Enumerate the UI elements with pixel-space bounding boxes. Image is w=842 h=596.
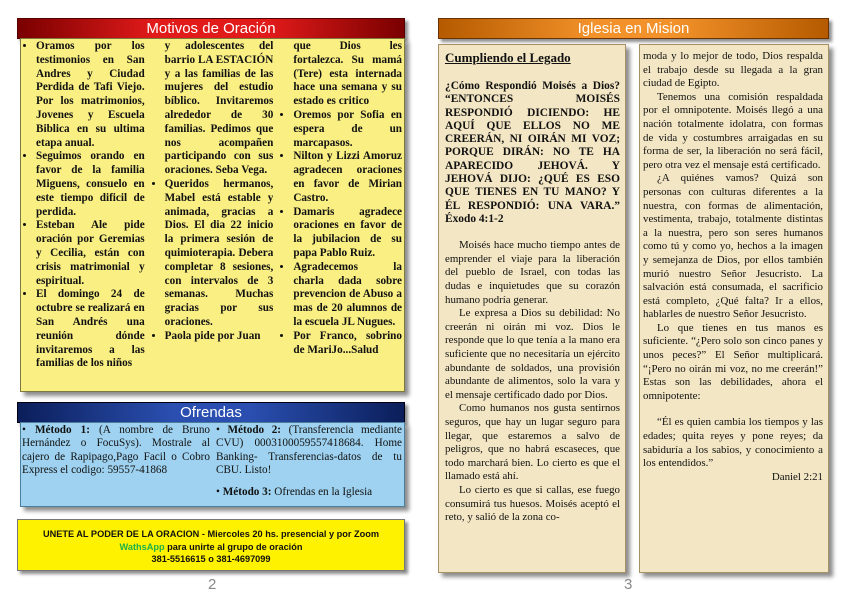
article-col-left (445, 50, 620, 525)
prayer-item: • Oremos por Sofia en espera de un marcapasos. (293, 109, 402, 150)
article-paragraph-continued: moda y lo mejor de todo, Dios respalda el trabajo desde su llegada a la gran ciudad de Egipto. (643, 50, 823, 90)
metodo-2-label: Método 2: (227, 424, 282, 436)
prayer-item: • Oramos por los testimonios en San Andres y Ciudad Perdida de Tafi Viejo. Por los matrimonios, Jovenes y Escuela Biblica en su ultima etapa anual. (36, 40, 145, 150)
article-paragraph: Lo cierto es que si callas, ese fuego consumirá tus huesos. Moisés aceptó el reto, y salió de la zona co- (445, 483, 620, 524)
prayer-item: • Paola pide por Juan (165, 330, 274, 344)
article-paragraph: Lo que tienes en tus manos es suficiente. “¿Pero solo son cinco panes y unos peces?” El Señor multiplicará. “¡Pero no oirán mi voz, no me creerán!” Estas son las debilidades, ahora el omnipotente: (643, 321, 823, 402)
metodo-3-text: Ofrendas en la Iglesia (274, 486, 373, 498)
motivos-header: Motivos de Oración (17, 18, 405, 39)
metodo-1: • Método 1: (A nombre de Bruno Hernández o FocuSys). Mostrale al cajero de Rapipago,Pago Facil o Cobro Express el codigo: 59557-41868 (22, 424, 211, 476)
prayer-item: • Agradecemos la charla dada sobre prevencion de Abuso a mas de 20 alumnos de la escuela JL Nugues. (293, 261, 402, 330)
prayer-item: • Esteban Ale pide oración por Geremias y Cecilia, están con crisis matrimonial y espiritual. (36, 219, 145, 288)
oracion-banner (17, 519, 405, 571)
banner-line-2 (18, 541, 404, 554)
prayer-item: • El domingo 24 de octubre se realizará en San Andrés una reunión dónde invitaremos a las familias de los niños (36, 288, 145, 371)
prayer-item-continued: y adolescentes del barrio LA ESTACIÓN y a las familias de las mujeres del estudio bíblico. Invitaremos alrededor de 30 familias. Pedimos que nos acompañen participando con sus oraciones. Seba Vega. (164, 40, 274, 177)
article-paragraph: Como humanos nos gusta sentirnos seguros, que hay un lugar seguro para llegar, que estaremos a salvo de peligros, que no habrá escaseces, que todo marchará bien. Lo cierto es que el llamado está ahí. (445, 402, 620, 483)
motivos-col-3 (279, 40, 402, 388)
metodo-1-label: Método 1: (34, 424, 90, 436)
article-paragraph: Moisés hace mucho tiempo antes de emprender el viaje para la liberación del pueblo de Israel, con todas las dudas e inquietudes que su corazón humano podría generar. (445, 239, 620, 306)
mision-header: Iglesia en Mision (438, 18, 829, 39)
prayer-item: • Por Franco, sobrino de MariJo...Salud (293, 330, 402, 358)
ofrendas-header: Ofrendas (17, 402, 405, 423)
motivos-col-1 (22, 40, 145, 388)
article-paragraph: ¿A quiénes vamos? Quizá son personas con culturas diferentes a la nuestra, con formas de alimentación, vestimenta, trabajo, totalmente distintas a la nuestra, pero son seres humanos como tú y como yo, hechos a la imagen y semejanza de Dios, por ellos también murió nuestro Señor Jesucristo. La salvación está consumada, el sacrificio está completo, ¿Qué falta? Ir a ellos, hablarles de nuestro Señor Jesucristo. (643, 172, 823, 321)
page-number-right: 3 (624, 576, 633, 593)
metodo-2: • Método 2: (Transferencia mediante CVU) 0003100059557418684. Home Banking- Transferencias-datos de tu CBU. Listo! (216, 424, 402, 476)
article-paragraph: Tenemos una comisión respaldada por el omnipotente. Moisés llegó a una nación totalmente idolatra, con formas de vida y costumbres arraigadas en su forma de ser, la liberación no será fácil, pero otra vez el mensaje está certificado. (643, 90, 823, 171)
prayer-item: • Queridos hermanos, Mabel está estable y animada, gracias a Dios. El dia 22 inicio la primera sesión de quimioterapia. Debera completar 8 sesiones, con intervalos de 3 semanas. Muchas gracias por sus oraciones. (165, 178, 274, 330)
metodo-2-text: (Transferencia mediante CVU) 0003100059557418684. Home Banking- Transferencias-datos de tu CBU. Listo! (216, 424, 402, 476)
prayer-item-continued: que Dios les fortalezca. Su mamá (Tere) esta internada hace una semana y su estado es critico (293, 40, 403, 108)
closing-reference: Daniel 2:21 (771, 470, 823, 483)
metodo-1-text: (A nombre de Bruno Hernández o FocuSys). Mostrale al cajero de Rapipago,Pago Facil o Cobro Express el codigo: 59557-41868 (22, 424, 211, 476)
motivos-columns (22, 40, 402, 388)
whatsapp-label: WathsApp (119, 541, 165, 552)
article-question: ¿Cómo Respondió Moisés a Dios? “ENTONCES MOISÉS RESPONDIÓ DICIENDO: HE AQUÍ QUE ELLOS NO ME CREERÁN, NI OIRÁN MI VOZ; PORQUE DIRÁN: NO TE HA APARECIDO JEHOVÁ. Y JEHOVÁ DIJO: ¿QUÉ ES ESO QUE TIENES EN TU MANO? Y ÉL RESPONDIÓ: UNA VARA.” Éxodo 4:1-2 (445, 80, 620, 225)
closing-quote: “Él es quien cambia los tiempos y las edades; quita reyes y pone reyes; da sabiduría a los sabios, y conocimiento a los entendidos.” (643, 416, 823, 470)
prayer-item: • Damaris agradece oraciones en favor de la jubilacion de su papa Pablo Ruiz. (293, 206, 402, 261)
article-paragraph: Le expresa a Dios su debilidad: No creerán ni oirán mi voz. Dios le responde que lo que tenía a la mano era suficiente que no necesitaría un ejército abundante de soldados, una provisión abundante de alimentos, solo la vara y el mensaje certificado dado por Dios. (445, 307, 620, 401)
article-col-right (643, 50, 823, 484)
metodo-3: • Método 3: Ofrendas en la Iglesia (216, 486, 373, 498)
article-title: Cumpliendo el Legado (445, 50, 571, 65)
page-number-left: 2 (208, 576, 217, 593)
motivos-col-2 (151, 40, 274, 388)
banner-line-2-text: para unirte al grupo de oración (167, 541, 303, 552)
prayer-item: • Nilton y Lizzi Amoruz agradecen oraciones en favor de Mirian Castro. (293, 150, 402, 205)
prayer-item: • Seguimos orando en favor de la familia Miguens, consuelo en este tiempo dificil de perdida. (36, 150, 145, 219)
metodo-3-label: Método 3: (222, 486, 272, 498)
banner-line-1: UNETE AL PODER DE LA ORACION - Miercoles 20 hs. presencial y por Zoom (42, 529, 380, 539)
banner-phones: 381-5516615 o 381-4697099 (151, 554, 271, 564)
